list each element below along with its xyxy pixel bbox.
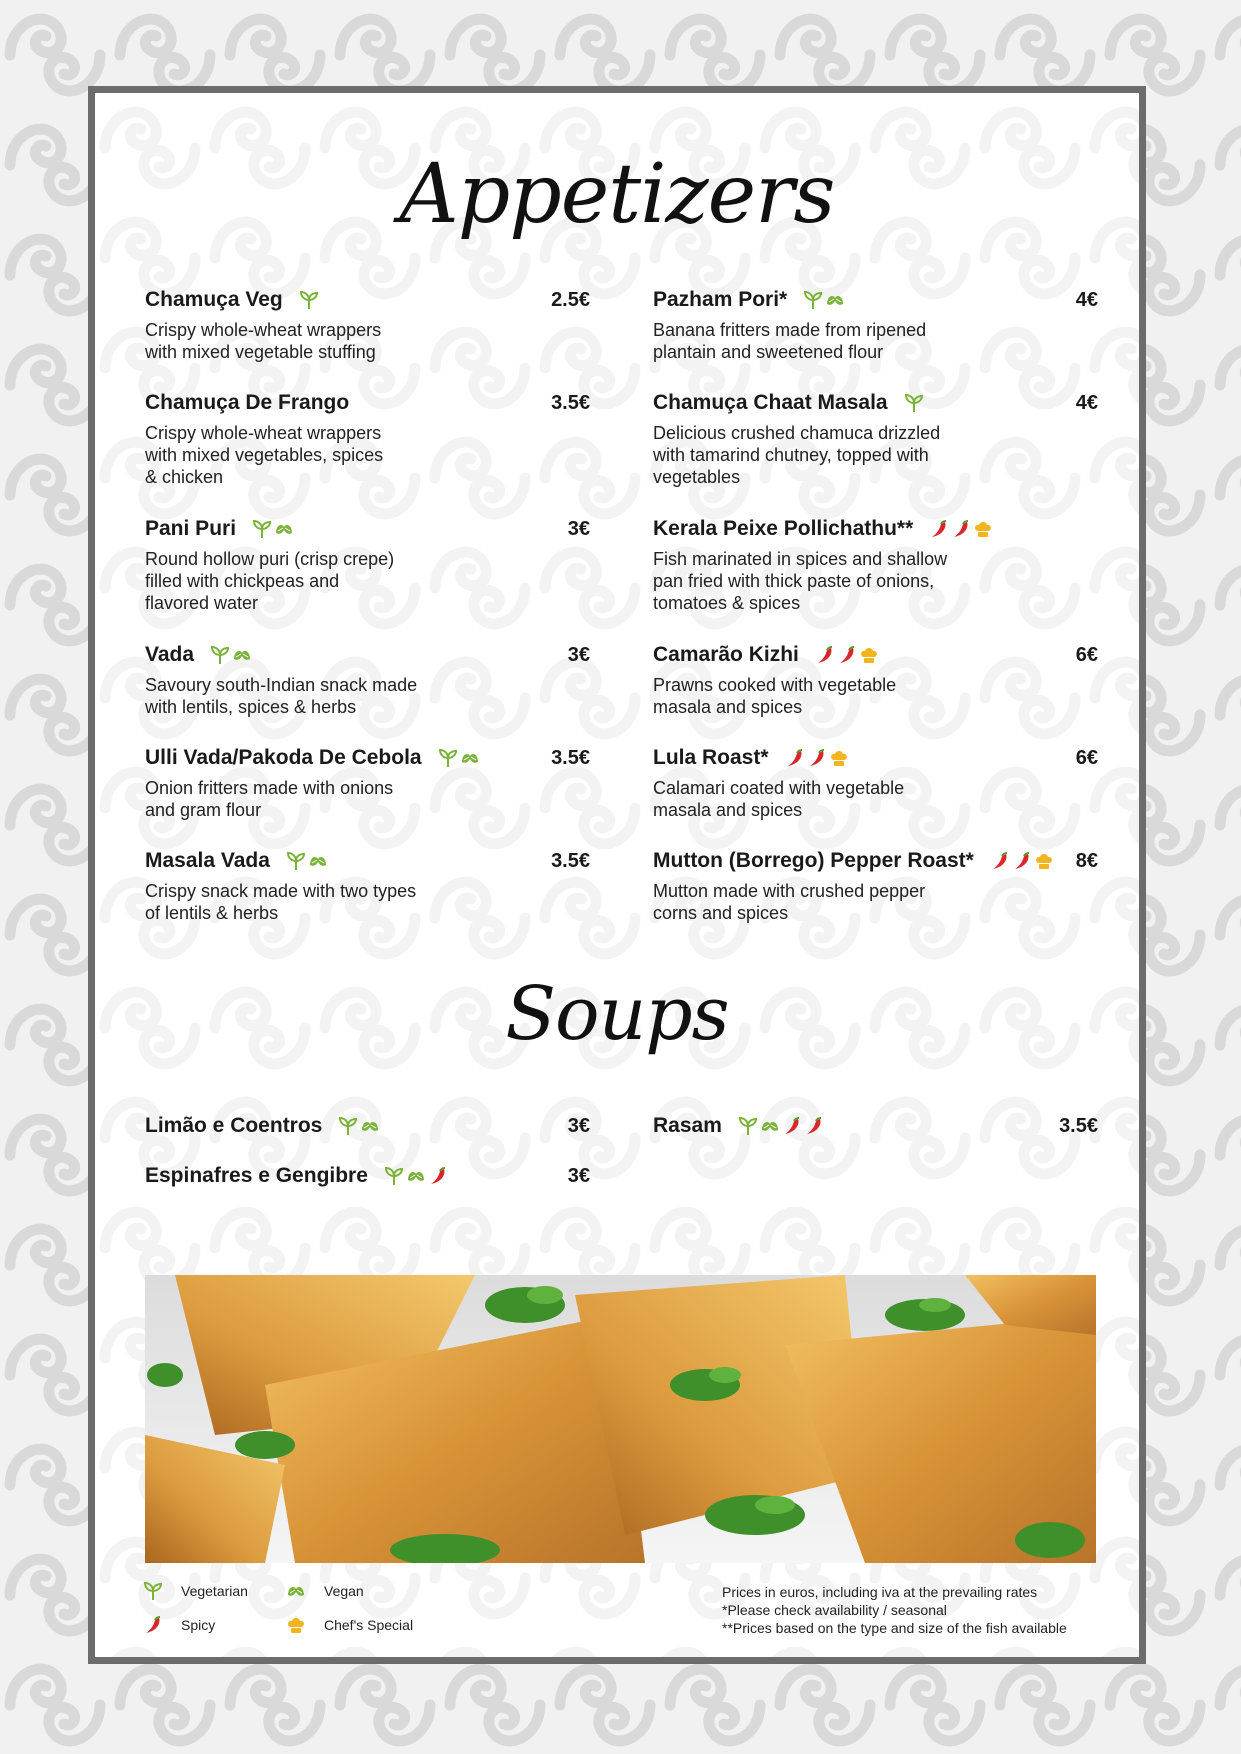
description-line: Round hollow puri (crisp crepe)	[145, 549, 395, 569]
description-line: Fish marinated in spices and shallow	[653, 549, 948, 569]
description-line: Prawns cooked with vegetable	[653, 675, 897, 695]
menu-item	[145, 846, 590, 924]
legend-vegetarian	[143, 1581, 248, 1601]
description-line: with mixed vegetables, spices	[145, 445, 384, 465]
chili-icon	[804, 1116, 824, 1136]
vegetarian-icon	[904, 393, 924, 413]
description-line: Crispy snack made with two types	[145, 881, 417, 901]
menu-item-icons	[815, 645, 879, 665]
menu-item-description	[653, 674, 983, 718]
menu-item-price: 3€	[567, 1164, 590, 1187]
menu-item-icons	[252, 519, 294, 539]
menu-item-name: Chamuça De Frango	[145, 391, 350, 414]
menu-item-name: Limão e Coentros	[145, 1114, 323, 1137]
note-line: *Please check availability / seasonal	[722, 1602, 947, 1618]
menu-item-price: 3€	[567, 1114, 590, 1137]
menu-item-header	[145, 846, 590, 876]
description-line: Savoury south-Indian snack made	[145, 675, 418, 695]
description-line: Onion fritters made with onions	[145, 778, 394, 798]
menu-item-description	[145, 319, 475, 363]
menu-item-name: Kerala Peixe Pollichathu**	[653, 517, 914, 540]
menu-item-icons	[384, 1166, 448, 1186]
menu-item	[653, 514, 1098, 614]
menu-item-description	[653, 422, 983, 488]
chef-hat-icon	[829, 748, 849, 768]
menu-item-icons	[210, 645, 252, 665]
vegetarian-icon	[252, 519, 272, 539]
samosa-photo	[145, 1275, 1096, 1563]
menu-item	[653, 846, 1098, 924]
menu-item	[145, 640, 590, 718]
description-line: masala and spices	[653, 800, 803, 820]
menu-item-description	[145, 674, 475, 718]
menu-item-icons	[438, 748, 480, 768]
vegan-icon	[308, 851, 328, 871]
legend-spicy-label: Spicy	[181, 1617, 216, 1633]
note-line: Prices in euros, including iva at the prevailing rates	[722, 1584, 1038, 1600]
vegan-icon	[274, 519, 294, 539]
menu-item-header	[653, 1111, 1098, 1141]
vegetarian-icon	[438, 748, 458, 768]
menu-item-name: Masala Vada	[145, 849, 270, 872]
chili-icon	[1012, 851, 1032, 871]
menu-item-price: 8€	[1075, 849, 1098, 872]
chili-icon	[837, 645, 857, 665]
description-line: & chicken	[145, 467, 224, 487]
legend-chef	[286, 1615, 413, 1635]
menu-item-price: 3.5€	[551, 849, 590, 872]
legend-vegan	[286, 1581, 364, 1601]
description-line: tomatoes & spices	[653, 593, 801, 613]
description-line: and gram flour	[145, 800, 262, 820]
description-line: filled with chickpeas and	[145, 571, 340, 591]
description-line: Crispy whole-wheat wrappers	[145, 423, 382, 443]
menu-item-description	[653, 880, 983, 924]
menu-item-icons	[286, 851, 328, 871]
description-line: Delicious crushed chamuca drizzled	[653, 423, 941, 443]
menu-item-icons	[338, 1116, 380, 1136]
description-line: of lentils & herbs	[145, 903, 279, 923]
menu-item-icons	[803, 290, 845, 310]
menu-item-header	[145, 514, 590, 544]
menu-frame	[88, 86, 1146, 1664]
menu-item-name: Vada	[145, 643, 195, 666]
menu-item-name: Pani Puri	[145, 517, 237, 540]
description-line: vegetables	[653, 467, 741, 487]
menu-item-description	[145, 422, 475, 488]
menu-item-name: Camarão Kizhi	[653, 643, 799, 666]
vegetarian-icon	[338, 1116, 358, 1136]
description-line: Mutton made with crushed pepper	[653, 881, 926, 901]
menu-item-name: Chamuça Chaat Masala	[653, 391, 888, 414]
menu-item-header	[145, 388, 590, 418]
menu-item-name: Espinafres e Gengibre	[145, 1164, 368, 1187]
menu-item-icons	[990, 851, 1054, 871]
menu-item-name: Rasam	[653, 1114, 722, 1137]
menu-item	[653, 640, 1098, 718]
note-line: **Prices based on the type and size of the fish available	[722, 1620, 1067, 1636]
chef-hat-icon	[859, 645, 879, 665]
menu-item-description	[145, 880, 475, 924]
vegetarian-icon	[143, 1581, 163, 1601]
price-notes	[722, 1583, 1102, 1637]
menu-item	[653, 285, 1098, 363]
chili-icon	[782, 1116, 802, 1136]
chili-icon	[815, 645, 835, 665]
menu-item-name: Ulli Vada/Pakoda De Cebola	[145, 746, 422, 769]
menu-item-price: 2.5€	[551, 288, 590, 311]
menu-item-price: 3€	[567, 643, 590, 666]
vegetarian-icon	[299, 290, 319, 310]
chef-hat-icon	[286, 1615, 306, 1635]
menu-item-header	[653, 388, 1098, 418]
description-line: plantain and sweetened flour	[653, 342, 884, 362]
menu-item-description	[653, 319, 983, 363]
soups-title: Soups	[505, 971, 729, 1057]
menu-item-header	[653, 514, 1098, 544]
menu-item	[145, 514, 590, 614]
menu-item	[653, 743, 1098, 821]
menu-item-name: Chamuça Veg	[145, 288, 283, 311]
legend-vegan-label: Vegan	[324, 1583, 364, 1599]
menu-item-price: 6€	[1075, 643, 1098, 666]
menu-item	[145, 743, 590, 821]
chef-hat-icon	[1034, 851, 1054, 871]
menu-item-icons	[929, 519, 993, 539]
description-line: flavored water	[145, 593, 259, 613]
menu-item-icons	[738, 1116, 824, 1136]
menu-item-header	[653, 285, 1098, 315]
chili-icon	[807, 748, 827, 768]
description-line: Banana fritters made from ripened	[653, 320, 927, 340]
chili-icon	[951, 519, 971, 539]
menu-item-header	[653, 743, 1098, 773]
menu-item-price: 3.5€	[551, 391, 590, 414]
appetizers-title: Appetizers	[399, 147, 835, 242]
menu-item-price: 4€	[1075, 391, 1098, 414]
vegetarian-icon	[803, 290, 823, 310]
chili-icon	[785, 748, 805, 768]
legend-vegetarian-label: Vegetarian	[181, 1583, 248, 1599]
vegan-icon	[825, 290, 845, 310]
chili-icon	[990, 851, 1010, 871]
vegan-icon	[360, 1116, 380, 1136]
menu-item-header	[653, 640, 1098, 670]
menu-item	[653, 1111, 1098, 1141]
description-line: Calamari coated with vegetable	[653, 778, 905, 798]
menu-item-header	[145, 1111, 590, 1141]
legend	[143, 1581, 433, 1653]
menu-item	[145, 285, 590, 363]
legend-spicy	[143, 1615, 215, 1635]
description-line: corns and spices	[653, 903, 789, 923]
menu-item-header	[145, 743, 590, 773]
chili-icon	[428, 1166, 448, 1186]
menu-item-description	[145, 548, 475, 614]
menu-item-name: Mutton (Borrego) Pepper Roast*	[653, 849, 974, 872]
chili-icon	[929, 519, 949, 539]
menu-item-price: 3.5€	[1059, 1114, 1098, 1137]
menu-item-header	[653, 846, 1098, 876]
menu-item-description	[653, 548, 983, 614]
menu-item	[145, 1161, 590, 1191]
menu-item-price: 3€	[567, 517, 590, 540]
vegetarian-icon	[286, 851, 306, 871]
description-line: Crispy whole-wheat wrappers	[145, 320, 382, 340]
menu-item-header	[145, 640, 590, 670]
menu-item-name: Lula Roast*	[653, 746, 769, 769]
description-line: with tamarind chutney, topped with	[653, 445, 929, 465]
menu-item-price: 3.5€	[551, 746, 590, 769]
menu-item-header	[145, 1161, 590, 1191]
menu-item	[145, 1111, 590, 1141]
menu-item	[145, 388, 590, 488]
menu-item-icons	[904, 393, 924, 413]
description-line: pan fried with thick paste of onions,	[653, 571, 935, 591]
vegan-icon	[232, 645, 252, 665]
vegan-icon	[760, 1116, 780, 1136]
menu-item-name: Pazham Pori*	[653, 288, 788, 311]
vegan-icon	[460, 748, 480, 768]
menu-item-icons	[785, 748, 849, 768]
menu-item-description	[145, 777, 475, 821]
menu-item-price: 6€	[1075, 746, 1098, 769]
vegetarian-icon	[738, 1116, 758, 1136]
vegan-icon	[286, 1581, 306, 1601]
description-line: with mixed vegetable stuffing	[145, 342, 376, 362]
menu-item-price: 4€	[1075, 288, 1098, 311]
menu-item-description	[653, 777, 983, 821]
vegetarian-icon	[384, 1166, 404, 1186]
chili-icon	[143, 1615, 163, 1635]
description-line: with lentils, spices & herbs	[145, 697, 357, 717]
menu-item-header	[145, 285, 590, 315]
vegan-icon	[406, 1166, 426, 1186]
menu-item	[653, 388, 1098, 488]
vegetarian-icon	[210, 645, 230, 665]
legend-chef-label: Chef's Special	[324, 1617, 414, 1633]
chef-hat-icon	[973, 519, 993, 539]
menu-item-icons	[299, 290, 319, 310]
description-line: masala and spices	[653, 697, 803, 717]
